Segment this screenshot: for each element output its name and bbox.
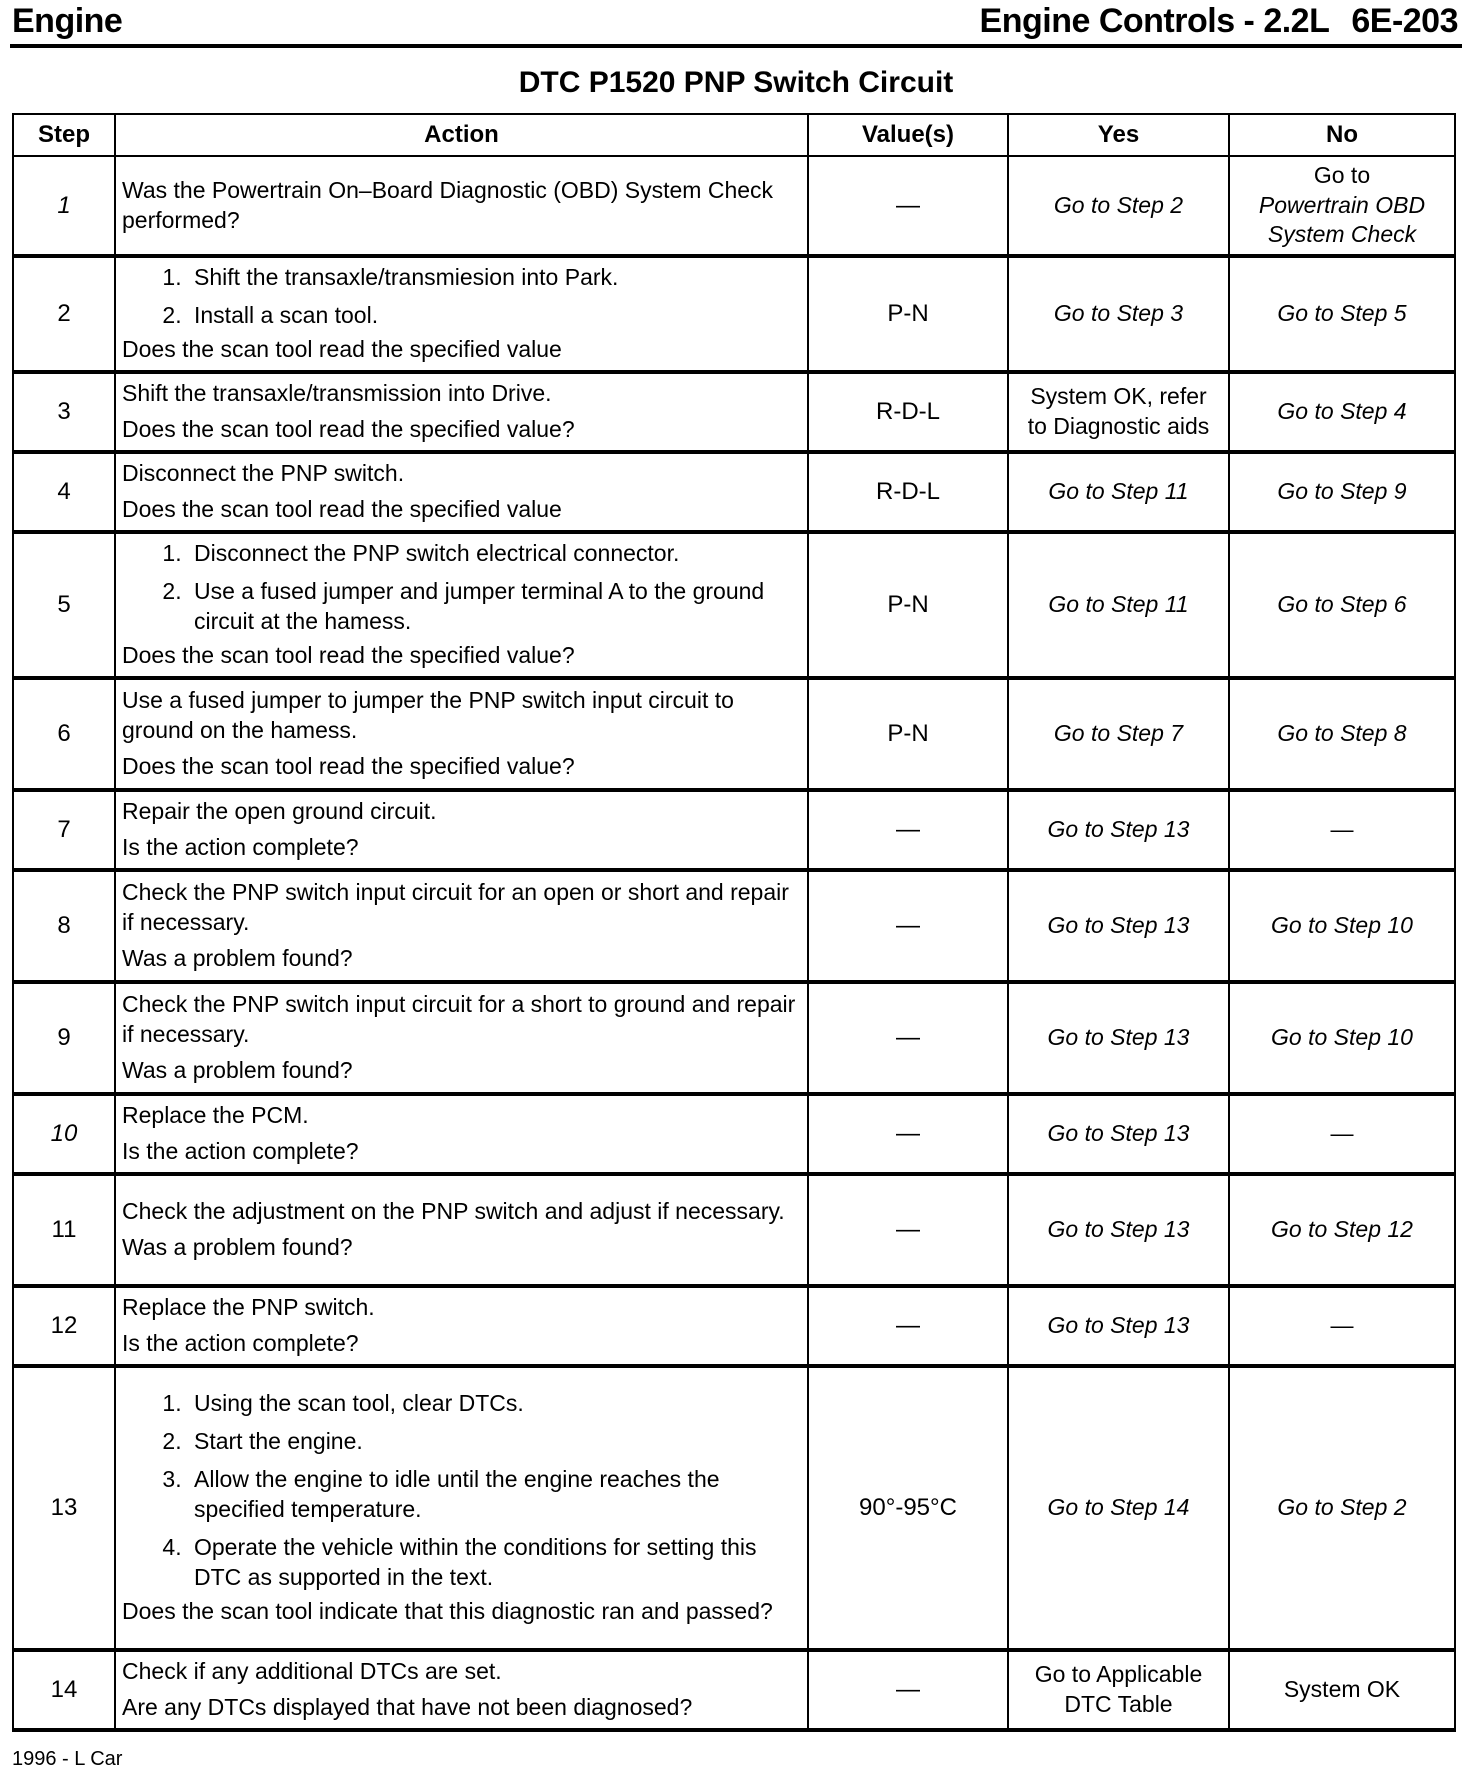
action-question: Does the scan tool indicate that this diagnostic ran and passed? xyxy=(122,1597,773,1624)
step-number: 10 xyxy=(13,1094,115,1174)
header-rule xyxy=(10,44,1462,48)
yes-text: Go to Step 7 xyxy=(1053,720,1184,747)
no-text: Go to Step 6 xyxy=(1277,591,1407,618)
action-cell xyxy=(115,1174,808,1286)
page-number: 6E-203 xyxy=(1351,2,1458,40)
yes-cell xyxy=(1008,1174,1229,1286)
yes-cell xyxy=(1008,1650,1229,1730)
action-text: Disconnect the PNP switch. xyxy=(122,460,405,487)
yes-text: Go to Step 13 xyxy=(1047,816,1190,843)
table-row xyxy=(13,982,1455,1094)
action-cell xyxy=(115,982,808,1094)
action-text: Was the Powertrain On–Board Diagnostic (OBD) System Check performed? xyxy=(122,176,774,233)
action-item: 3. Allow the engine to idle until the engine reaches the specified temperature. xyxy=(188,1465,801,1525)
yes-cell xyxy=(1008,1094,1229,1174)
step-number: 13 xyxy=(13,1366,115,1650)
col-yes-header: Yes xyxy=(1008,114,1229,156)
value-cell: — xyxy=(808,1174,1008,1286)
page-header xyxy=(980,2,1458,41)
action-cell xyxy=(115,790,808,870)
action-item: 1. Shift the transaxle/transmiesion into Park. xyxy=(188,263,801,293)
no-text: Go to Step 10 xyxy=(1271,912,1413,939)
action-item: 2. Start the engine. xyxy=(188,1427,801,1457)
manual-title: Engine Controls - 2.2L xyxy=(979,2,1330,40)
action-question: Is the action complete? xyxy=(122,1138,359,1164)
table-row xyxy=(13,1366,1455,1650)
action-text: Shift the transaxle/transmission into Drive. xyxy=(122,380,552,407)
yes-text: Go to Step 13 xyxy=(1047,1024,1190,1051)
action-text: Replace the PNP switch. xyxy=(122,1294,375,1321)
yes-text: System OK, refer xyxy=(1030,383,1207,410)
doc-title: DTC P1520 PNP Switch Circuit xyxy=(518,66,954,99)
table-row xyxy=(13,1650,1455,1730)
action-list xyxy=(122,1389,801,1592)
value-cell: 90°-95°C xyxy=(808,1366,1008,1650)
no-cell xyxy=(1229,790,1455,870)
footer: 1996 - L Car xyxy=(12,1748,123,1770)
action-item: 2. Install a scan tool. xyxy=(188,301,801,331)
action-question: Does the scan tool read the specified value? xyxy=(122,752,575,779)
action-item: 4. Operate the vehicle within the conditions for setting this DTC as supported in the text. xyxy=(188,1533,801,1593)
action-question: Was a problem found? xyxy=(122,944,353,971)
no-text: — xyxy=(1330,816,1354,843)
no-cell xyxy=(1229,1174,1455,1286)
value-cell: — xyxy=(808,1286,1008,1366)
yes-text: Go to Step 3 xyxy=(1053,300,1184,327)
value-cell: — xyxy=(808,790,1008,870)
action-item: 1. Disconnect the PNP switch electrical connector. xyxy=(188,539,801,569)
action-cell xyxy=(115,452,808,532)
action-item: 2. Use a fused jumper and jumper terminal A to the ground circuit at the hamess. xyxy=(188,577,801,637)
action-cell xyxy=(115,156,808,256)
no-text: Go to Step 9 xyxy=(1277,478,1407,505)
col-step-header: Step xyxy=(13,114,115,156)
table-row xyxy=(13,678,1455,790)
yes-cell xyxy=(1008,452,1229,532)
no-cell xyxy=(1229,1650,1455,1730)
action-item: 1. Using the scan tool, clear DTCs. xyxy=(188,1389,801,1419)
yes-cell xyxy=(1008,982,1229,1094)
step-number: 14 xyxy=(13,1650,115,1730)
col-no-header: No xyxy=(1229,114,1455,156)
no-text: Go to xyxy=(1313,161,1371,188)
table-row xyxy=(13,256,1455,372)
action-cell xyxy=(115,532,808,678)
yes-text: to Diagnostic aids xyxy=(1027,413,1210,439)
action-question: Does the scan tool read the specified value xyxy=(122,335,562,362)
no-text: Go to Step 12 xyxy=(1271,1216,1413,1243)
action-cell xyxy=(115,256,808,372)
yes-cell xyxy=(1008,256,1229,372)
table-row xyxy=(13,372,1455,452)
table-row xyxy=(13,532,1455,678)
action-text: Check the PNP switch input circuit for a short to ground and repair if necessary. xyxy=(122,991,796,1048)
no-cell xyxy=(1229,982,1455,1094)
yes-text: Go to Step 11 xyxy=(1048,478,1189,505)
value-cell: P-N xyxy=(808,256,1008,372)
step-number: 5 xyxy=(13,532,115,678)
step-number: 1 xyxy=(13,156,115,256)
section-title: Engine xyxy=(12,2,123,40)
no-text: Go to Step 4 xyxy=(1277,398,1407,425)
no-cell xyxy=(1229,1094,1455,1174)
no-text: Go to Step 2 xyxy=(1277,1494,1407,1521)
action-question: Does the scan tool read the specified value? xyxy=(122,416,575,442)
table-row xyxy=(13,870,1455,982)
action-question: Is the action complete? xyxy=(122,1330,359,1356)
action-list xyxy=(122,539,801,637)
value-cell: — xyxy=(808,156,1008,256)
step-number: 9 xyxy=(13,982,115,1094)
action-question: Was a problem found? xyxy=(122,1056,353,1083)
yes-cell xyxy=(1008,1286,1229,1366)
value-cell: R-D-L xyxy=(808,372,1008,452)
no-text: — xyxy=(1330,1120,1354,1147)
action-list xyxy=(122,263,801,331)
no-text: Go to Step 8 xyxy=(1277,720,1407,747)
step-number: 7 xyxy=(13,790,115,870)
action-cell xyxy=(115,1286,808,1366)
value-cell: — xyxy=(808,982,1008,1094)
step-number: 11 xyxy=(13,1174,115,1286)
action-question: Is the action complete? xyxy=(122,834,359,860)
action-cell xyxy=(115,1094,808,1174)
action-text: Use a fused jumper to jumper the PNP switch input circuit to ground on the hamess. xyxy=(122,687,734,744)
step-number: 12 xyxy=(13,1286,115,1366)
action-cell xyxy=(115,678,808,790)
no-cell xyxy=(1229,1286,1455,1366)
table-row xyxy=(13,790,1455,870)
yes-cell xyxy=(1008,532,1229,678)
action-text: Replace the PCM. xyxy=(122,1102,309,1129)
yes-text: Go to Step 2 xyxy=(1053,191,1184,218)
table-row xyxy=(13,1174,1455,1286)
action-cell xyxy=(115,1650,808,1730)
no-cell xyxy=(1229,256,1455,372)
action-cell xyxy=(115,372,808,452)
no-text: Powertrain OBD xyxy=(1258,191,1426,218)
col-values-header: Value(s) xyxy=(808,114,1008,156)
no-cell xyxy=(1229,372,1455,452)
value-cell: P-N xyxy=(808,532,1008,678)
action-text: Repair the open ground circuit. xyxy=(122,798,437,825)
yes-text: Go to Step 14 xyxy=(1047,1494,1190,1521)
action-text: Check the adjustment on the PNP switch and adjust if necessary. xyxy=(122,1198,785,1225)
yes-cell xyxy=(1008,1366,1229,1650)
yes-text: Go to Step 11 xyxy=(1048,591,1189,618)
value-cell: R-D-L xyxy=(808,452,1008,532)
yes-text: Go to Applicable xyxy=(1034,1661,1203,1688)
yes-text: Go to Step 13 xyxy=(1047,1120,1190,1147)
no-cell xyxy=(1229,870,1455,982)
action-text: Check the PNP switch input circuit for an open or short and repair if necessary. xyxy=(122,879,789,936)
no-cell xyxy=(1229,452,1455,532)
yes-cell xyxy=(1008,372,1229,452)
action-text: Check if any additional DTCs are set. xyxy=(122,1658,502,1685)
step-number: 3 xyxy=(13,372,115,452)
yes-text: Go to Step 13 xyxy=(1047,1216,1190,1243)
action-cell xyxy=(115,1366,808,1650)
table-header-row xyxy=(13,114,1455,156)
yes-text: DTC Table xyxy=(1064,1691,1173,1717)
yes-cell xyxy=(1008,678,1229,790)
action-question: Does the scan tool read the specified value xyxy=(122,496,562,522)
action-question: Was a problem found? xyxy=(122,1234,353,1260)
no-text: — xyxy=(1330,1312,1354,1339)
no-text: Go to Step 10 xyxy=(1271,1024,1413,1051)
no-cell xyxy=(1229,532,1455,678)
table-row xyxy=(13,452,1455,532)
action-cell xyxy=(115,870,808,982)
yes-cell xyxy=(1008,790,1229,870)
yes-cell xyxy=(1008,156,1229,256)
no-text: System OK xyxy=(1283,1676,1401,1703)
no-cell xyxy=(1229,156,1455,256)
yes-text: Go to Step 13 xyxy=(1047,912,1190,939)
step-number: 2 xyxy=(13,256,115,372)
diagnostic-table xyxy=(12,113,1456,1732)
no-cell xyxy=(1229,678,1455,790)
value-cell: — xyxy=(808,1094,1008,1174)
value-cell: — xyxy=(808,1650,1008,1730)
no-text: Go to Step 5 xyxy=(1277,300,1407,327)
table-row xyxy=(13,156,1455,256)
yes-text: Go to Step 13 xyxy=(1047,1312,1190,1339)
no-cell xyxy=(1229,1366,1455,1650)
table-row xyxy=(13,1094,1455,1174)
action-question: Are any DTCs displayed that have not been diagnosed? xyxy=(122,1694,693,1720)
yes-cell xyxy=(1008,870,1229,982)
col-action-header: Action xyxy=(115,114,808,156)
table-row xyxy=(13,1286,1455,1366)
value-cell: P-N xyxy=(808,678,1008,790)
step-number: 8 xyxy=(13,870,115,982)
value-cell: — xyxy=(808,870,1008,982)
step-number: 6 xyxy=(13,678,115,790)
action-question: Does the scan tool read the specified value? xyxy=(122,641,575,668)
no-text: System Check xyxy=(1267,221,1417,248)
step-number: 4 xyxy=(13,452,115,532)
